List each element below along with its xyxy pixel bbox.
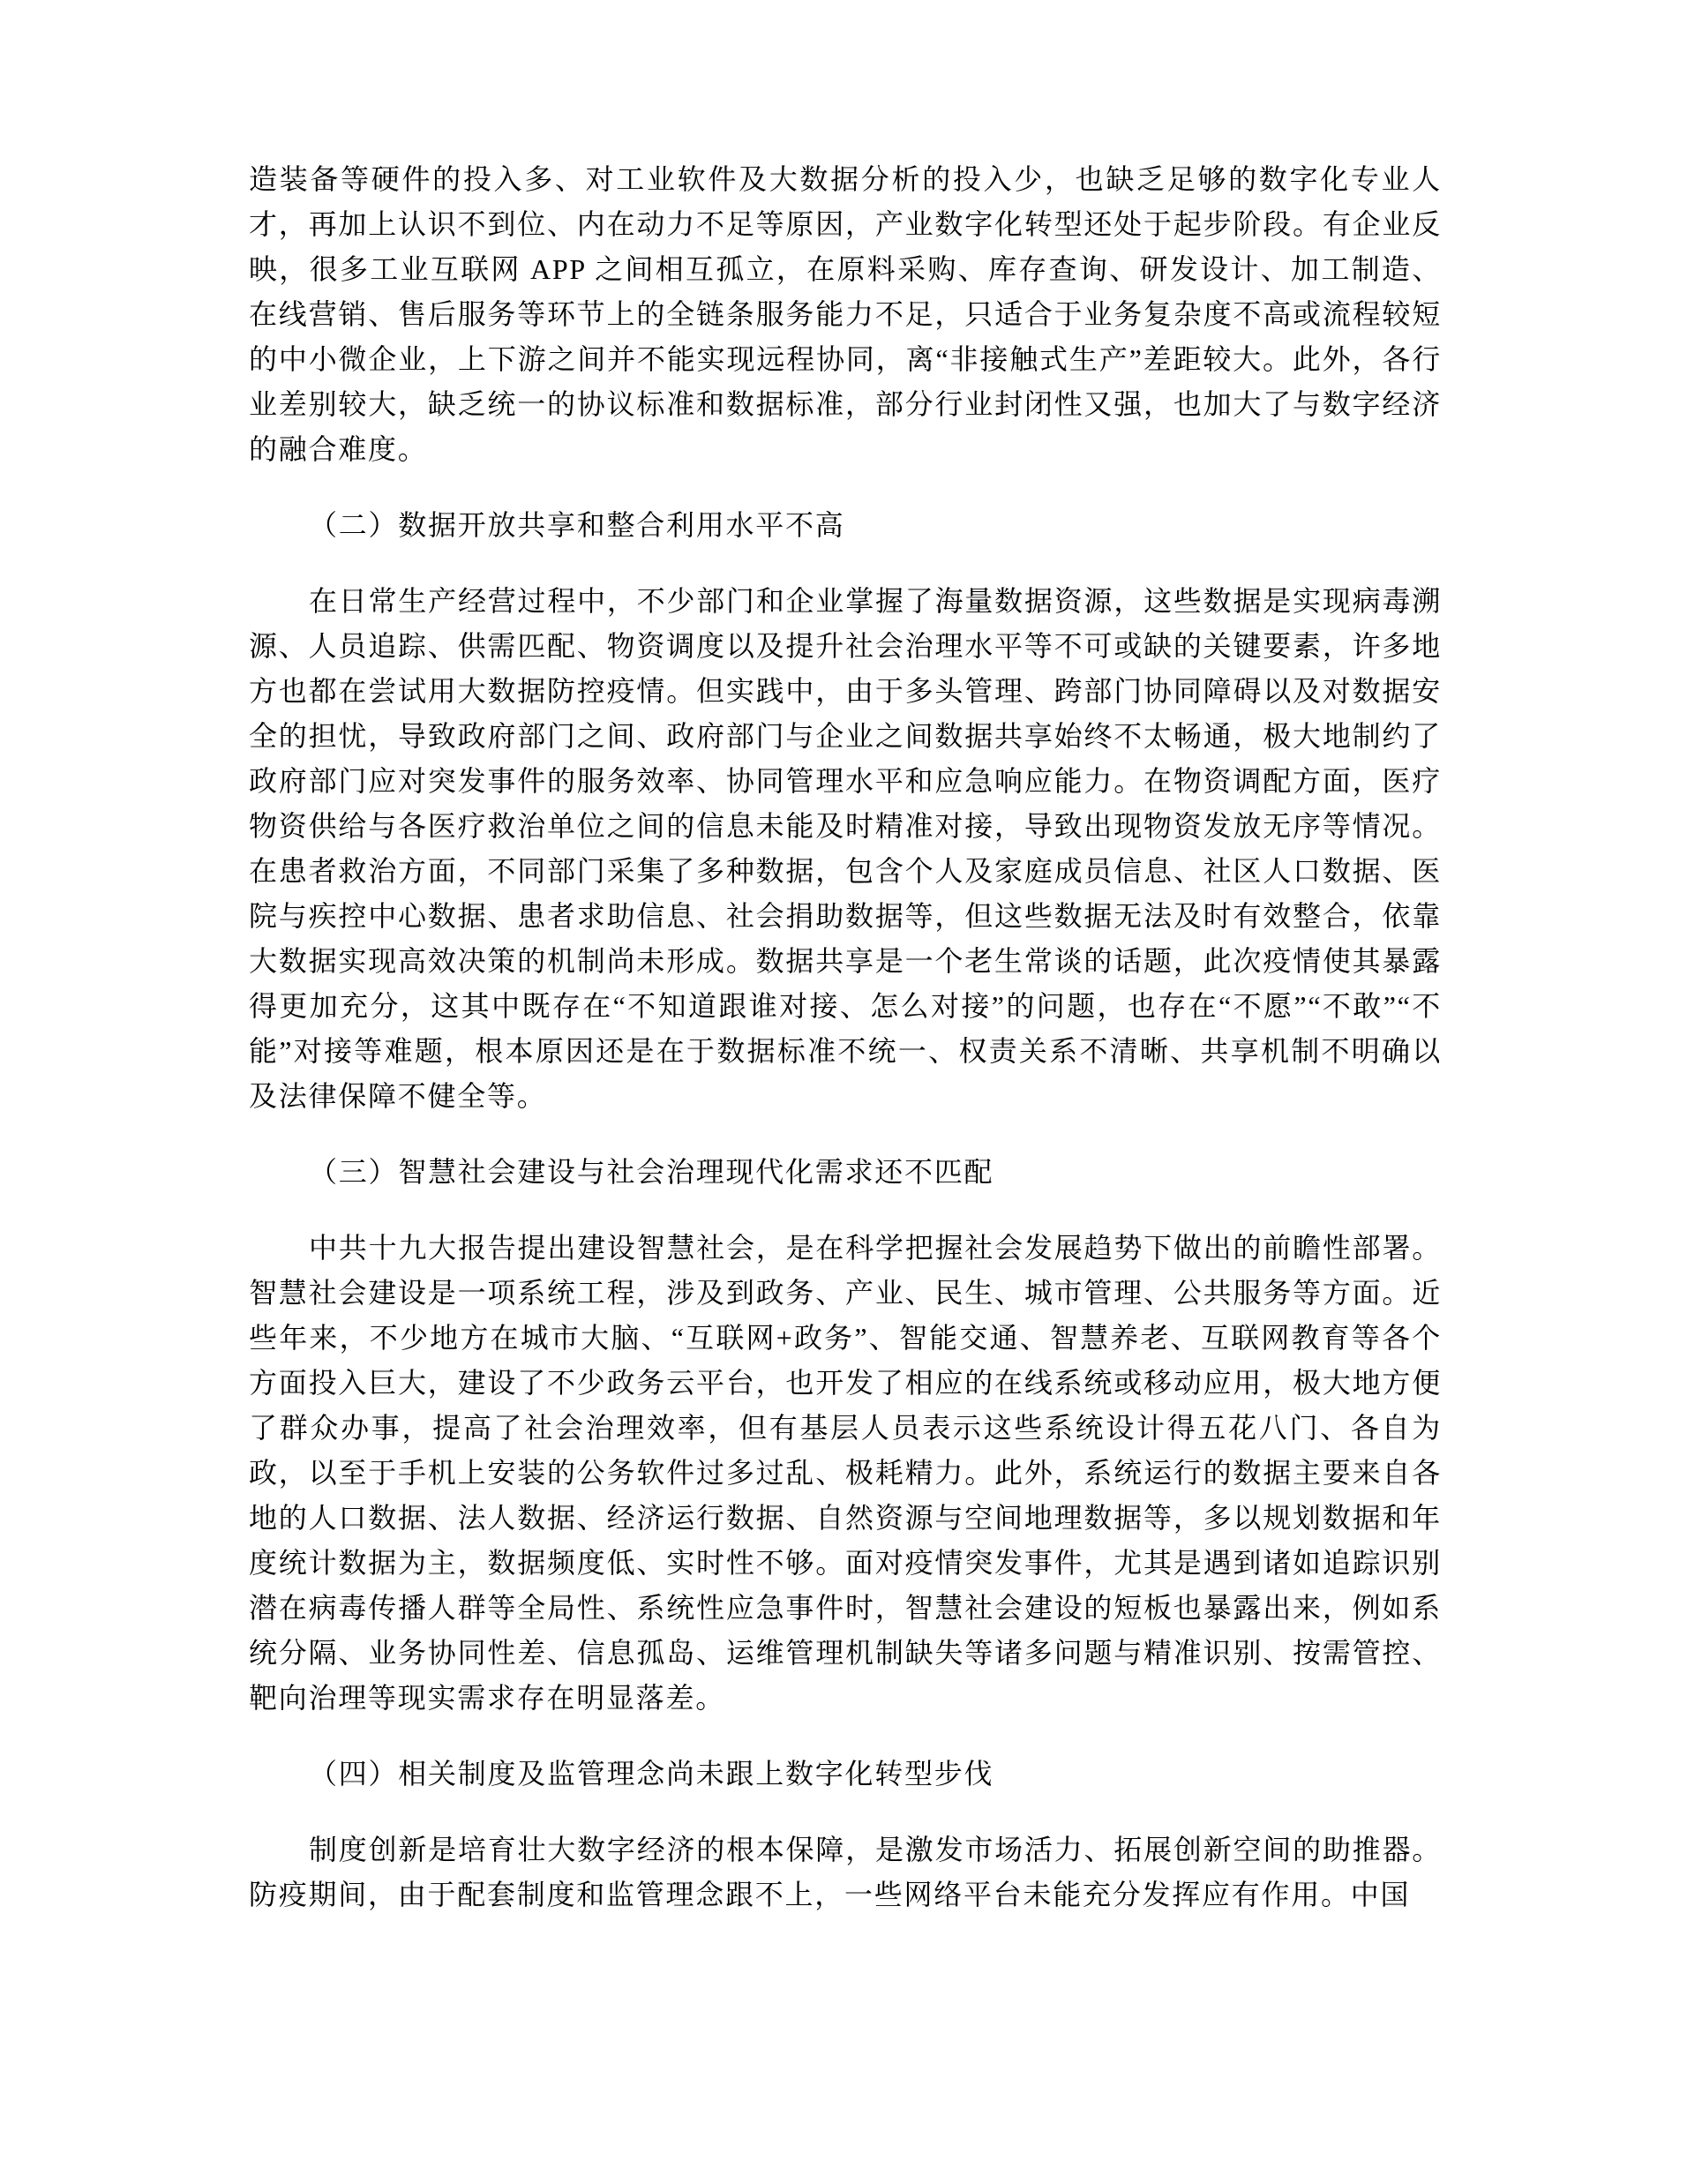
body-paragraph: 制度创新是培育壮大数字经济的根本保障，是激发市场活力、拓展创新空间的助推器。防疫期间，由于配套制度和监管理念跟不上，一些网络平台未能充分发挥应有作用。中国: [249, 1834, 1442, 1910]
body-paragraph: 在日常生产经营过程中，不少部门和企业掌握了海量数据资源，这些数据是实现病毒溯源、人员追踪、供需匹配、物资调度以及提升社会治理水平等不可或缺的关键要素，许多地方也都在尝试用大数据防控疫情。但实践中，由于多头管理、跨部门协同障碍以及对数据安全的担忧，导致政府部门之间、政府部门与企业之间数据共享始终不太畅通，极大地制约了政府部门应对突发事件的服务效率、协同管理水平和应急响应能力。在物资调配方面，医疗物资供给与各医疗救治单位之间的信息未能及时精准对接，导致出现物资发放无序等情况。在患者救治方面，不同部门采集了多种数据，包含个人及家庭成员信息、社区人口数据、医院与疾控中心数据、患者求助信息、社会捐助数据等，但这些数据无法及时有效整合，依靠大数据实现高效决策的机制尚未形成。数据共享是一个老生常谈的话题，此次疫情使其暴露得更加充分，这其中既存在“不知道跟谁对接、怎么对接”的问题，也存在“不愿”“不敢”“不能”对接等难题，根本原因还是在于数据标准不统一、权责关系不清晰、共享机制不明确以及法律保障不健全等。: [249, 585, 1442, 1112]
section-heading: （四）相关制度及监管理念尚未跟上数字化转型步伐: [309, 1758, 994, 1790]
document-text-block: [249, 157, 1442, 1918]
section-heading: （二）数据开放共享和整合利用水平不高: [309, 509, 845, 541]
body-paragraph: 中共十九大报告提出建设智慧社会，是在科学把握社会发展趋势下做出的前瞻性部署。智慧社会建设是一项系统工程，涉及到政务、产业、民生、城市管理、公共服务等方面。近些年来，不少地方在城市大脑、“互联网+政务”、智能交通、智慧养老、互联网教育等各个方面投入巨大，建设了不少政务云平台，也开发了相应的在线系统或移动应用，极大地方便了群众办事，提高了社会治理效率，但有基层人员表示这些系统设计得五花八门、各自为政，以至于手机上安装的公务软件过多过乱、极耗精力。此外，系统运行的数据主要来自各地的人口数据、法人数据、经济运行数据、自然资源与空间地理数据等，多以规划数据和年度统计数据为主，数据频度低、实时性不够。面对疫情突发事件，尤其是遇到诸如追踪识别潜在病毒传播人群等全局性、系统性应急事件时，智慧社会建设的短板也暴露出来，例如系统分隔、业务协同性差、信息孤岛、运维管理机制缺失等诸多问题与精准识别、按需管控、靶向治理等现实需求存在明显落差。: [249, 1232, 1442, 1714]
section-heading: （三）智慧社会建设与社会治理现代化需求还不匹配: [309, 1156, 994, 1188]
body-paragraph: 造装备等硬件的投入多、对工业软件及大数据分析的投入少，也缺乏足够的数字化专业人才，再加上认识不到位、内在动力不足等原因，产业数字化转型还处于起步阶段。有企业反映，很多工业互联网 APP 之间相互孤立，在原料采购、库存查询、研发设计、加工制造、在线营销、售后服务等环节上的全链条服务能力不足，只适合于业务复杂度不高或流程较短的中小微企业，上下游之间并不能实现远程协同，离“非接触式生产”差距较大。此外，各行业差别较大，缺乏统一的协议标准和数据标准，部分行业封闭性又强，也加大了与数字经济的融合难度。: [249, 163, 1442, 465]
